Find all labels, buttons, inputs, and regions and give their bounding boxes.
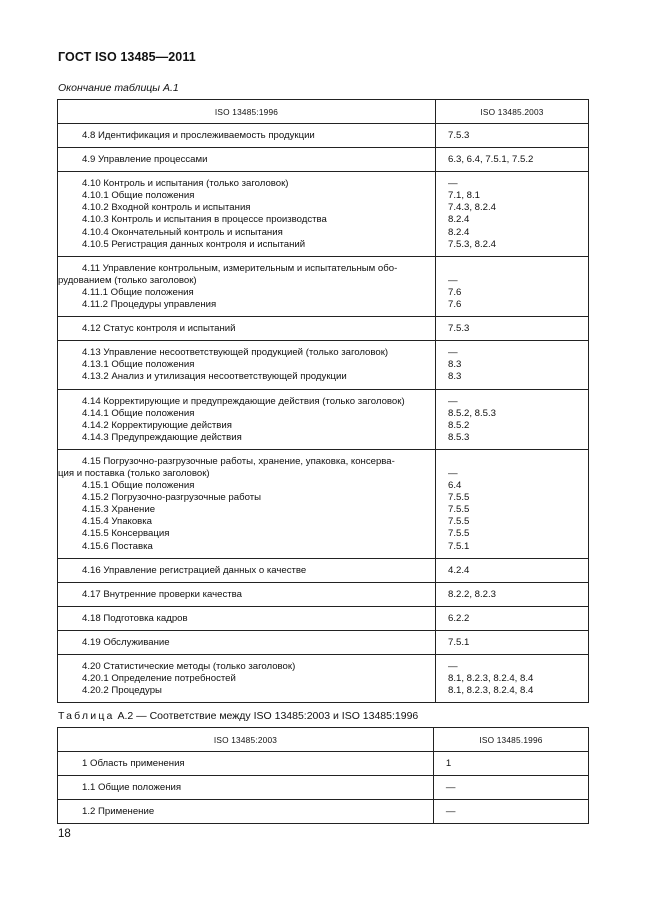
cell-line: 1.1 Общие положения [82, 782, 182, 794]
cell-line: рудованием (только заголовок) [58, 274, 197, 286]
cell-right [433, 776, 588, 800]
cell-line: 1.2 Применение [82, 806, 155, 818]
cell-right [436, 341, 589, 389]
cell-left [58, 389, 436, 449]
cell-right-content [436, 631, 588, 654]
cell-left [58, 776, 434, 800]
cell-left-content [58, 390, 435, 449]
col2-header: ISO 13485.2003 [436, 100, 589, 124]
table-row [58, 148, 589, 172]
cell-right-content [436, 172, 588, 256]
cell-left-content [58, 655, 435, 702]
cell-line: 4.10.1 Общие положения [82, 190, 195, 202]
cell-line: 4.15.2 Погрузочно-разгрузочные работы [82, 492, 262, 504]
cell-line: 7.5.3 [448, 130, 470, 141]
cell-line: 4.10.5 Регистрация данных контроля и испытаний [82, 238, 306, 250]
cell-line: 7.4.3, 8.2.4 [448, 202, 497, 214]
cell-left [58, 256, 436, 316]
cell-line: ция и поставка (только заголовок) [58, 467, 210, 479]
cell-line: 4.13 Управление несоответствующей продукцией (только заголовок) [82, 347, 389, 359]
cell-line: — [448, 395, 458, 407]
cell-left-content [58, 800, 433, 823]
cell-line: 8.5.2, 8.5.3 [448, 407, 497, 419]
table-a2 [57, 727, 589, 824]
cell-line: 4.13.1 Общие положения [82, 359, 195, 371]
cell-line: — [448, 467, 458, 479]
cell-left-content [58, 341, 435, 388]
table-a1 [57, 99, 589, 703]
table-row [58, 630, 589, 654]
cell-line: 8.3 [448, 371, 462, 383]
cell-line: 4.15 Погрузочно-разгрузочные работы, хранение, упаковка, консерва- [82, 455, 395, 467]
cell-line: 7.5.1 [448, 540, 470, 552]
cell-right-content [436, 583, 588, 606]
cell-left-content [58, 124, 435, 147]
cell-line: — [445, 782, 456, 794]
cell-right [436, 558, 589, 582]
cell-line: — [445, 806, 456, 818]
table-row [58, 389, 589, 449]
cell-line: 4.15.4 Упаковка [82, 516, 153, 528]
table-header-row [58, 728, 589, 752]
cell-right [436, 172, 589, 257]
cell-left-content [58, 776, 433, 799]
cell-right-content [436, 655, 588, 702]
col1-header: ISO 13485:1996 [58, 100, 436, 124]
table-row [58, 317, 589, 341]
cell-line: 4.8 Идентификация и прослеживаемость продукции [82, 130, 315, 141]
cell-left-content [58, 148, 435, 171]
cell-line: 4.12 Статус контроля и испытаний [82, 323, 236, 335]
table2-caption [58, 710, 418, 722]
cell-line: 4.11 Управление контрольным, измерительным и испытательным обо- [82, 262, 398, 274]
cell-line [448, 263, 580, 275]
cell-right [436, 606, 589, 630]
cell-line: 4.18 Подготовка кадров [82, 612, 188, 624]
table-row [58, 776, 589, 800]
cell-line: 4.11.1 Общие положения [82, 286, 194, 298]
cell-right [436, 389, 589, 449]
cell-right [436, 256, 589, 316]
cell-line: — [448, 347, 458, 359]
cell-left [58, 752, 434, 776]
cell-line: 6.2.2 [448, 612, 470, 624]
cell-line: — [448, 178, 458, 190]
cell-left-content [58, 631, 435, 654]
cell-line: 4.13.2 Анализ и утилизация несоответствующей продукции [82, 371, 347, 383]
cell-right-content [434, 776, 588, 799]
col1-header: ISO 13485:2003 [58, 728, 434, 752]
cell-line: 7.5.3 [448, 323, 470, 335]
cell-right [433, 800, 588, 824]
table2-caption-label: Таблица [58, 710, 115, 722]
table-row [58, 606, 589, 630]
cell-left-content [58, 752, 433, 775]
cell-left [58, 172, 436, 257]
cell-line: 7.5.5 [448, 516, 470, 528]
cell-line: 4.2.4 [448, 564, 470, 576]
table-row [58, 341, 589, 389]
cell-line: 4.20.1 Определение потребностей [82, 673, 236, 685]
cell-right [436, 317, 589, 341]
cell-line: 4.15.5 Консервация [82, 528, 170, 540]
cell-line: 4.9 Управление процессами [82, 154, 208, 166]
table-row [58, 752, 589, 776]
cell-right-content [436, 124, 588, 147]
cell-left-content [58, 172, 435, 256]
table-row [58, 449, 589, 558]
cell-line: 8.5.2 [448, 419, 470, 431]
cell-right-content [436, 607, 588, 630]
cell-line: 4.14 Корректирующие и предупреждающие действия (только заголовок) [82, 395, 405, 407]
table-row [58, 558, 589, 582]
cell-right-content [434, 800, 588, 823]
cell-line: 4.10.4 Окончательный контроль и испытания [82, 226, 283, 238]
cell-line: 4.20.2 Процедуры [82, 685, 162, 697]
table-header-row [58, 100, 589, 124]
document-header: ГОСТ ISO 13485—2011 [58, 50, 196, 64]
table1-caption: Окончание таблицы А.1 [58, 82, 179, 94]
cell-line: 8.1, 8.2.3, 8.2.4, 8.4 [448, 685, 534, 697]
table-row [58, 172, 589, 257]
cell-line: 7.1, 8.1 [448, 190, 481, 202]
cell-right-content [436, 559, 588, 582]
cell-line: 4.10 Контроль и испытания (только заголовок) [82, 178, 289, 190]
cell-left-content [58, 607, 435, 630]
cell-line: 7.5.5 [448, 492, 470, 504]
cell-line: 8.2.4 [448, 214, 470, 226]
cell-left [58, 582, 436, 606]
cell-left [58, 606, 436, 630]
cell-line: 6.4 [448, 480, 462, 492]
cell-line: 8.5.3 [448, 431, 470, 443]
cell-left [58, 341, 436, 389]
cell-line: 7.5.3, 8.2.4 [448, 238, 497, 250]
cell-right-content [436, 257, 588, 316]
cell-left-content [58, 559, 435, 582]
cell-left-content [58, 257, 435, 316]
cell-line: 4.15.3 Хранение [82, 504, 156, 516]
cell-left [58, 124, 436, 148]
col2-header: ISO 13485.1996 [433, 728, 588, 752]
cell-right [436, 148, 589, 172]
cell-line: 8.1, 8.2.3, 8.2.4, 8.4 [448, 673, 534, 685]
cell-right [436, 124, 589, 148]
cell-line: 4.14.3 Предупреждающие действия [82, 431, 242, 443]
table-row [58, 655, 589, 703]
table-a2-body [58, 752, 589, 824]
cell-right-content [436, 341, 588, 388]
cell-line: 7.5.1 [448, 636, 470, 648]
cell-left [58, 630, 436, 654]
cell-right-content [436, 317, 588, 340]
table-row [58, 256, 589, 316]
table-row [58, 124, 589, 148]
table-a1-body [58, 124, 589, 703]
cell-line: 7.5.5 [448, 528, 470, 540]
table-row [58, 800, 589, 824]
table-row [58, 582, 589, 606]
cell-right [433, 752, 588, 776]
table2-caption-text: А.2 — Соответствие между ISO 13485:2003 и ISO 13485:1996 [117, 710, 419, 722]
cell-right [436, 655, 589, 703]
cell-line: 4.11.2 Процедуры управления [82, 299, 217, 311]
cell-line: 8.2.4 [448, 226, 470, 238]
cell-line: 1 [445, 758, 452, 769]
cell-line: — [448, 274, 458, 286]
cell-line: 8.3 [448, 359, 462, 371]
cell-line: 4.14.2 Корректирующие действия [82, 419, 232, 431]
cell-right-content [436, 148, 588, 171]
cell-line: 4.15.6 Поставка [82, 540, 153, 552]
cell-line: 4.16 Управление регистрацией данных о качестве [82, 564, 307, 576]
cell-right-content [434, 752, 588, 775]
cell-right-content [436, 450, 588, 558]
cell-line: 4.14.1 Общие положения [82, 407, 195, 419]
cell-line: 6.3, 6.4, 7.5.1, 7.5.2 [448, 154, 534, 166]
cell-left [58, 449, 436, 558]
cell-line: 4.10.2 Входной контроль и испытания [82, 202, 251, 214]
cell-left [58, 148, 436, 172]
cell-line [448, 456, 580, 468]
cell-left [58, 800, 434, 824]
cell-left [58, 655, 436, 703]
cell-line: 1 Область применения [82, 758, 185, 769]
cell-line: 4.10.3 Контроль и испытания в процессе производства [82, 214, 327, 226]
cell-left-content [58, 583, 435, 606]
cell-line: — [448, 661, 458, 672]
cell-right [436, 630, 589, 654]
cell-line: 4.15.1 Общие положения [82, 480, 195, 492]
cell-right [436, 449, 589, 558]
cell-line: 8.2.2, 8.2.3 [448, 588, 497, 600]
page-number: 18 [58, 828, 71, 840]
cell-right-content [436, 390, 588, 449]
cell-line: 4.17 Внутренние проверки качества [82, 588, 242, 600]
cell-line: 4.20 Статистические методы (только заголовок) [82, 661, 296, 672]
cell-line: 4.19 Обслуживание [82, 636, 170, 648]
cell-line: 7.5.5 [448, 504, 470, 516]
cell-left-content [58, 450, 435, 558]
cell-line: 7.6 [448, 299, 462, 311]
cell-left [58, 317, 436, 341]
cell-line: 7.6 [448, 286, 462, 298]
cell-right [436, 582, 589, 606]
cell-left-content [58, 317, 435, 340]
cell-left [58, 558, 436, 582]
